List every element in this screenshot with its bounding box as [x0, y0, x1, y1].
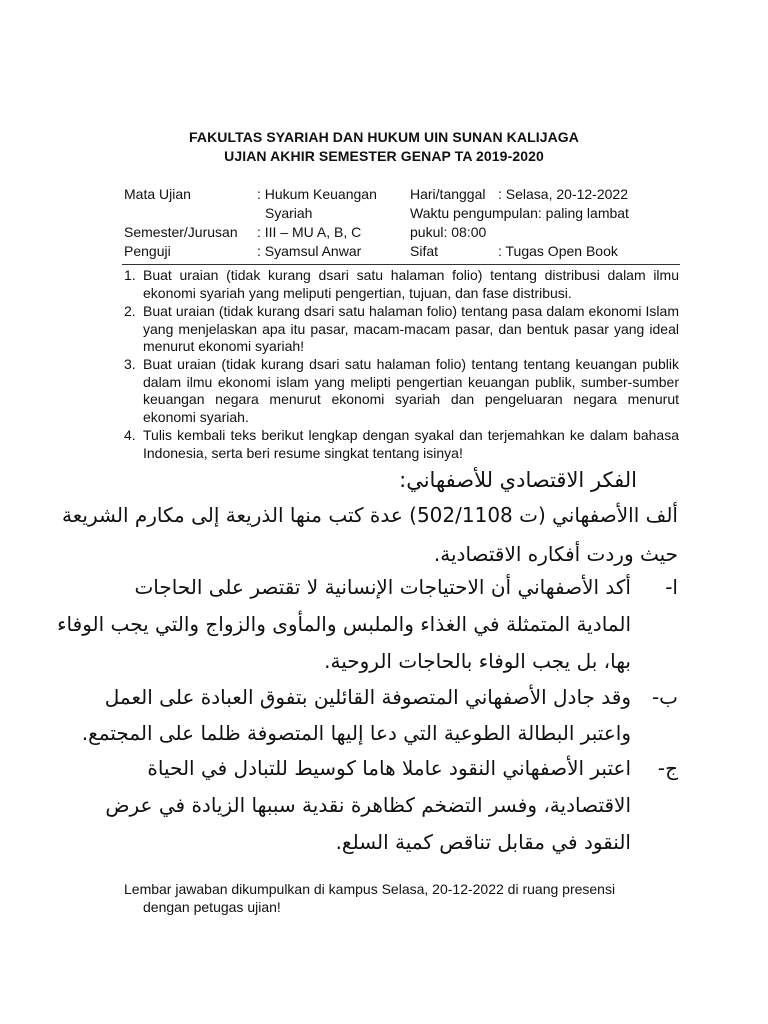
- question-item: [124, 267, 679, 302]
- exam-title: UJIAN AKHIR SEMESTER GENAP TA 2019-2020: [224, 148, 544, 164]
- arabic-point-line: أكد الأصفهاني أن الاحتياجات الإنسانية لا تقتصر على الحاجات: [134, 575, 631, 599]
- question-number: 3.: [124, 356, 136, 372]
- arabic-point-line: النقود في مقابل تناقص كمية السلع.: [335, 830, 631, 854]
- question-item: [124, 427, 679, 462]
- arabic-intro-line: ألف االأصفهاني (ت 502/1108) عدة كتب منها الذريعة إلى مكارم الشريعة: [62, 503, 678, 527]
- question-number: 1.: [124, 267, 136, 283]
- nature-value: : Tugas Open Book: [498, 243, 618, 259]
- semester-value: : III – MU A, B, C: [257, 224, 362, 240]
- arabic-point-marker: ب-: [651, 685, 678, 709]
- info-row-semester: [124, 223, 684, 242]
- info-row-subject-cont: [124, 204, 684, 223]
- deadline-time: pukul: 08:00: [410, 224, 487, 240]
- submission-note: [124, 880, 679, 916]
- question-text: Buat uraian (tidak kurang dsari satu halaman folio) tentang tentang keuangan publik dalam ilmu ekonomi islam yang melipti pengertian keuangan publik, sumber-sumber keuangan negara menurut ekonomi syariah dan pengeluaran negara menurut ekonomi syariah.: [143, 356, 679, 425]
- deadline-label: Waktu pengumpulan: paling lambat: [410, 205, 629, 221]
- info-row-examiner: [124, 242, 684, 261]
- subject-value-cont: Syariah: [265, 205, 313, 221]
- header-divider: [122, 264, 680, 265]
- examiner-value: : Syamsul Anwar: [257, 243, 362, 259]
- exam-info-table: [124, 185, 684, 261]
- faculty-title: FAKULTAS SYARIAH DAN HUKUM UIN SUNAN KALIJAGA: [188, 129, 580, 145]
- arabic-point-line: وقد جادل الأصفهاني المتصوفة القائلين بتفوق العبادة على العمل: [104, 685, 631, 709]
- semester-label: Semester/Jurusan: [124, 224, 238, 240]
- arabic-point-line: المادية المتمثلة في الغذاء والملبس والمأوى والزواج والتي يجب الوفاء: [57, 612, 631, 636]
- question-text: Buat uraian (tidak kurang dsari satu halaman folio) tentang distribusi dalam ilmu ekonomi syariah yang meliputi pengertian, tujuan, dan fase distribusi.: [143, 267, 679, 301]
- subject-value: : Hukum Keuangan: [257, 186, 377, 202]
- arabic-point-marker: ج-: [657, 756, 678, 780]
- date-label: Hari/tanggal: [410, 186, 486, 202]
- question-text: Tulis kembali teks berikut lengkap dengan syakal dan terjemahkan ke dalam bahasa Indonesia, serta beri resume singkat tentang isinya!: [143, 427, 679, 461]
- question-item: [124, 303, 679, 356]
- arabic-heading: الفكر الاقتصادي للأصفهاني:: [399, 468, 637, 492]
- arabic-point-marker: ا-: [665, 575, 678, 599]
- nature-label: Sifat: [410, 243, 439, 259]
- question-number: 4.: [124, 427, 136, 443]
- submission-note-line: dengan petugas ujian!: [143, 899, 281, 915]
- examiner-label: Penguji: [124, 243, 171, 259]
- info-row-subject: [124, 185, 684, 204]
- arabic-point-line: بها، بل يجب الوفاء بالحاجات الروحية.: [324, 649, 631, 673]
- arabic-point-line: اعتبر الأصفهاني النقود عاملا هاما كوسيط للتبادل في الحياة: [147, 756, 631, 780]
- subject-label: Mata Ujian: [124, 186, 191, 202]
- question-item: [124, 356, 679, 426]
- arabic-intro-line: حيث وردت أفكاره الاقتصادية.: [433, 542, 678, 566]
- arabic-point-line: واعتبر البطالة الطوعية التي دعا إليها المتصوفة ظلما على المجتمع.: [81, 721, 631, 745]
- question-number: 2.: [124, 303, 136, 319]
- submission-note-line: Lembar jawaban dikumpulkan di kampus Selasa, 20-12-2022 di ruang presensi: [124, 881, 616, 897]
- question-text: Buat uraian (tidak kurang dsari satu halaman folio) tentang pasa dalam ekonomi Islam yang menjelaskan apa itu pasar, macam-macam pasar, dan bentuk pasar yang ideal menurut ekonomi syariah!: [143, 303, 679, 354]
- date-value: : Selasa, 20-12-2022: [498, 186, 628, 202]
- arabic-point-line: الاقتصادية، وفسر التضخم كظاهرة نقدية سببها الزيادة في عرض: [105, 793, 631, 817]
